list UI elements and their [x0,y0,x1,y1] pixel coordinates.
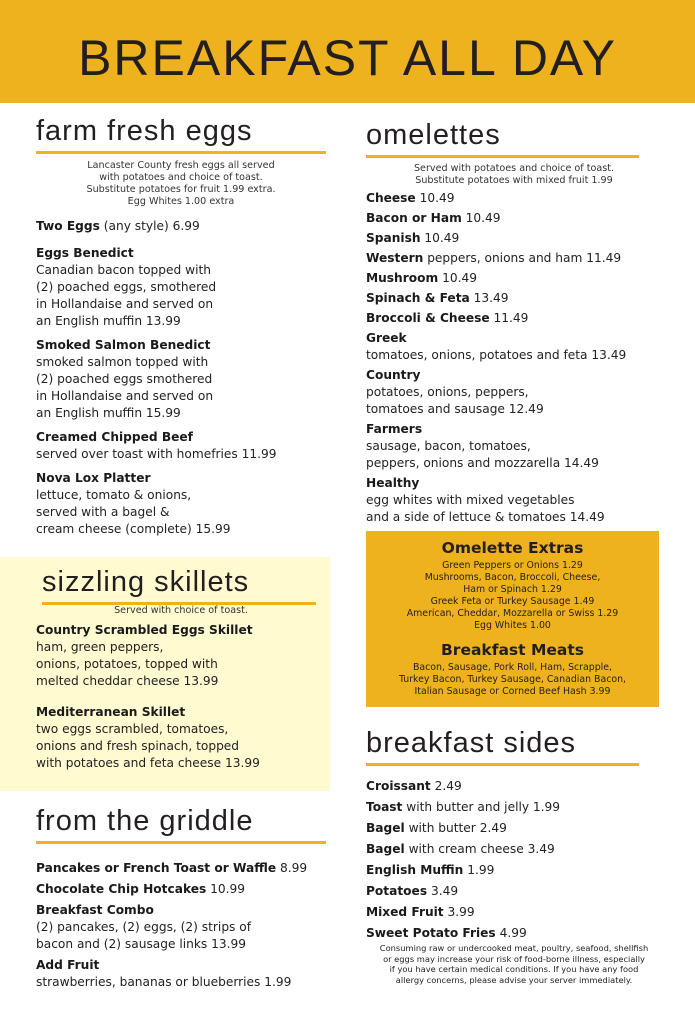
item-name: Bacon or Ham [366,211,462,225]
section-omelettes [366,118,662,526]
item-name: Potatoes [366,884,428,898]
item-name: Farmers [366,422,423,436]
item-name: Sweet Potato Fries [366,926,496,940]
item-desc: 3.99 [447,905,475,919]
item-name: Country [366,368,421,382]
menu-item [366,210,662,227]
item-name: Western [366,251,424,265]
header-banner [0,0,695,103]
item-name: Pancakes or French Toast or Waffle [36,861,277,875]
menu-item [366,904,662,921]
section-rule [36,151,326,154]
item-desc: egg whites with mixed vegetables and a side of lettuce & tomatoes 14.49 [366,493,605,524]
menu-item [36,957,326,991]
item-desc: smoked salmon topped with (2) poached eggs smothered in Hollandaise and served on an English muffin 15.99 [36,355,214,420]
item-name: Breakfast Combo [36,903,154,917]
item-name: Broccoli & Cheese [366,311,490,325]
section-note: Served with potatoes and choice of toast. Substitute potatoes with mixed fruit 1.99 [413,163,615,186]
menu-item [366,820,662,837]
item-name: Spanish [366,231,421,245]
item-desc: served over toast with homefries 11.99 [36,447,277,461]
item-desc: peppers, onions and ham 11.49 [427,251,622,265]
section-title: omelettes [366,119,501,151]
menu-item [366,270,662,287]
item-desc: lettuce, tomato & onions, served with a bagel & cream cheese (complete) 15.99 [36,488,231,536]
menu-item [366,475,662,526]
section-note: Served with choice of toast. [114,605,248,616]
section-breakfast-sides [366,726,662,942]
item-desc: 8.99 [279,861,308,875]
item-name: Cheese [366,191,416,205]
item-desc: 10.49 [465,211,501,225]
item-name: Mixed Fruit [366,905,444,919]
item-name: Nova Lox Platter [36,471,151,485]
menu-item [366,862,662,879]
menu-item [366,367,662,418]
item-desc: 3.49 [430,884,459,898]
item-name: Croissant [366,779,431,793]
item-desc: 10.99 [210,882,246,896]
item-name: Healthy [366,476,420,490]
menu-item [366,799,662,816]
item-name: Greek [366,331,407,345]
extras-box [366,531,659,707]
item-name: English Muffin [366,863,464,877]
omelette-extras-list: Green Peppers or Onions 1.29 Mushrooms, Bacon, Broccoli, Cheese, Ham or Spinach 1.29 Greek Feta or Turkey Sausage 1.49 American, Cheddar, Mozzarella or Swiss 1.29 Egg Whites 1.00 [406,560,619,631]
section-sizzling-skillets [42,565,316,605]
item-desc: 10.49 [442,271,477,285]
item-name: Add Fruit [36,958,100,972]
item-desc: tomatoes, onions, potatoes and feta 13.49 [366,348,627,362]
menu-item [366,778,662,795]
menu-item [366,190,662,207]
menu-item [36,704,326,772]
menu-item [36,245,326,330]
item-desc: 10.49 [424,231,460,245]
breakfast-meats-list: Bacon, Sausage, Pork Roll, Ham, Scrapple, Turkey Bacon, Turkey Sausage, Canadian Bacon, Italian Sausage or Corned Beef Hash 3.99 [398,662,627,697]
menu-item [36,429,326,463]
item-name: Spinach & Feta [366,291,470,305]
item-desc: with cream cheese 3.49 [408,842,555,856]
item-desc: 11.49 [493,311,529,325]
item-desc: potatoes, onions, peppers, tomatoes and sausage 12.49 [366,385,544,416]
section-rule [366,763,639,766]
item-name: Mushroom [366,271,439,285]
section-from-the-griddle [36,804,326,991]
item-name: Bagel [366,821,405,835]
menu-item [36,902,326,953]
menu-item [366,250,662,267]
section-note: Lancaster County fresh eggs all served with potatoes and choice of toast. Substitute potatoes for fruit 1.99 extra. Egg Whites 1.00 extra [86,160,276,207]
menu-item [36,337,326,422]
item-name: Chocolate Chip Hotcakes [36,882,207,896]
section-farm-fresh-eggs [36,114,326,538]
menu-title: BREAKFAST ALL DAY [78,30,617,86]
item-name: Creamed Chipped Beef [36,430,193,444]
item-name: Toast [366,800,403,814]
skillets-body [36,605,326,772]
section-title: sizzling skillets [42,566,250,598]
section-rule [366,155,639,158]
item-desc: 13.49 [473,291,509,305]
menu-item [36,881,326,898]
item-name: Mediterranean Skillet [36,705,186,719]
food-safety-disclaimer: Consuming raw or undercooked meat, poultry, seafood, shellfish or eggs may increase your risk of food-borne illness, especially if you have certain medical conditions. If you have any food allergy concerns, please advise your server immediately. [379,943,649,985]
item-desc: (2) pancakes, (2) eggs, (2) strips of bacon and (2) sausage links 13.99 [36,920,252,951]
menu-item [366,841,662,858]
menu-item [366,230,662,247]
item-desc: 2.49 [434,779,462,793]
section-title: breakfast sides [366,727,577,759]
omelette-extras-title: Omelette Extras [441,539,584,557]
breakfast-meats-title: Breakfast Meats [440,641,584,659]
item-name: Bagel [366,842,405,856]
item-desc: with butter and jelly 1.99 [406,800,561,814]
menu-item [366,421,662,472]
item-name: Smoked Salmon Benedict [36,338,211,352]
menu-item [36,622,326,690]
section-rule [36,841,326,844]
item-name: Eggs Benedict [36,246,134,260]
item-desc: with butter 2.49 [408,821,507,835]
item-desc: sausage, bacon, tomatoes, peppers, onions and mozzarella 14.49 [366,439,599,470]
menu-item [366,290,662,307]
section-title: farm fresh eggs [36,115,253,147]
menu-item [36,860,326,877]
item-desc: two eggs scrambled, tomatoes, onions and fresh spinach, topped with potatoes and feta cheese 13.99 [36,722,260,770]
item-desc: 1.99 [467,863,495,877]
menu-item [36,218,326,235]
item-name: Country Scrambled Eggs Skillet [36,623,253,637]
item-desc: 4.99 [499,926,527,940]
menu-item [366,925,662,942]
menu-item [36,470,326,538]
item-desc: (any style) 6.99 [103,219,200,233]
item-desc: strawberries, bananas or blueberries 1.99 [36,975,292,989]
menu-item [366,310,662,327]
menu-item [366,883,662,900]
item-desc: Canadian bacon topped with (2) poached eggs, smothered in Hollandaise and served on an English muffin 13.99 [36,263,217,328]
item-desc: 10.49 [419,191,455,205]
section-title: from the griddle [36,805,254,837]
menu-item [366,330,662,364]
item-name: Two Eggs [36,219,100,233]
item-desc: ham, green peppers, onions, potatoes, topped with melted cheddar cheese 13.99 [36,640,219,688]
